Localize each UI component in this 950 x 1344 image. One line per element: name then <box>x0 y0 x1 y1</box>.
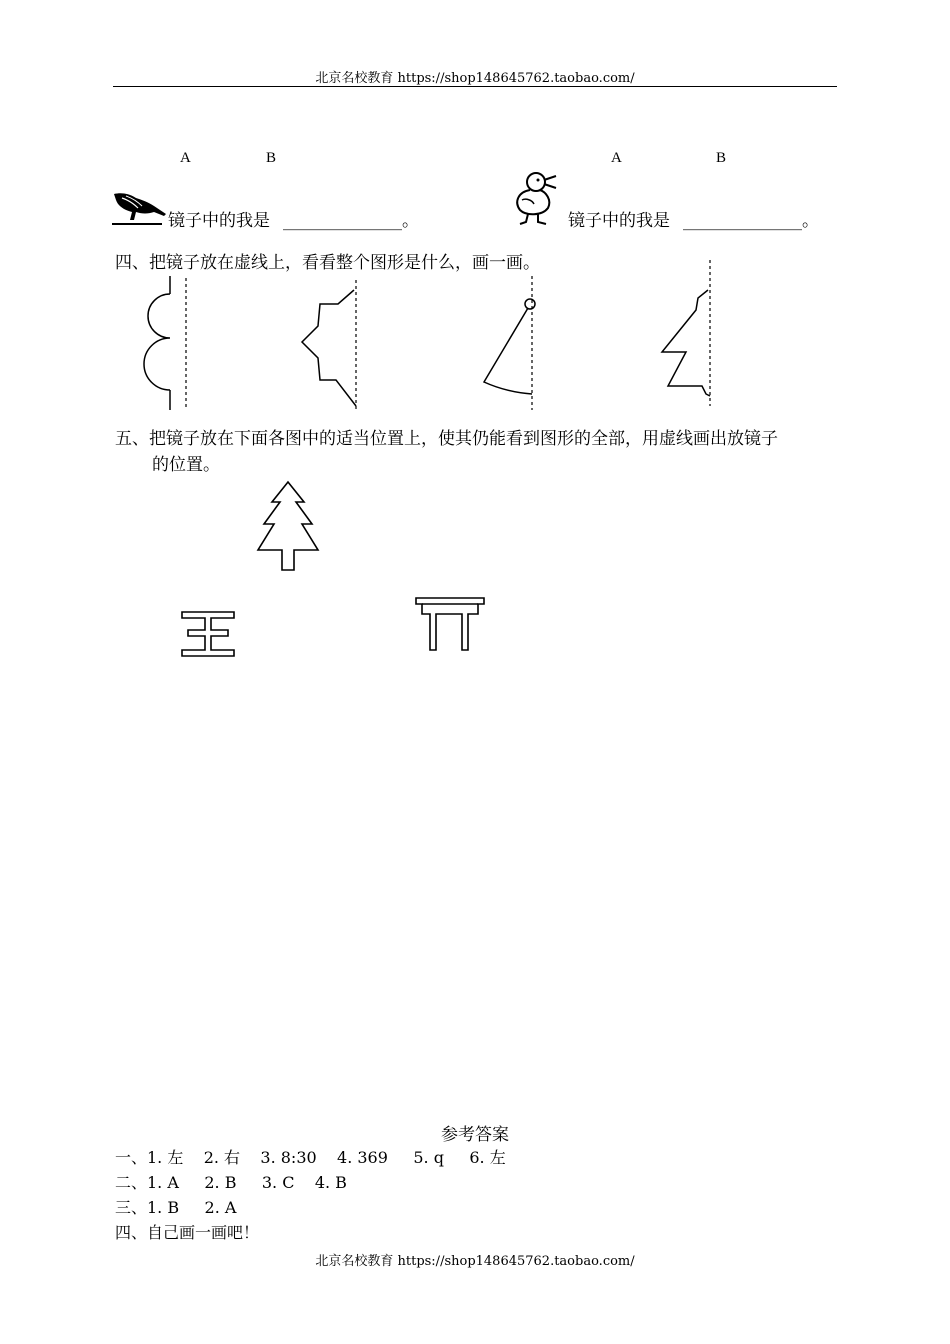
duck-icon <box>512 170 560 226</box>
half-figure-semicircles <box>120 276 200 416</box>
option-b-right: B <box>716 150 727 166</box>
answer-line-2: 二、1. A 2. B 3. C 4. B <box>115 1173 347 1192</box>
page-header: 北京名校教育 https://shop148645762.taobao.com/ <box>315 71 635 86</box>
half-figure-zigzag <box>652 256 732 416</box>
header-rule <box>113 86 837 87</box>
page-footer: 北京名校教育 https://shop148645762.taobao.com/ <box>315 1254 635 1269</box>
table-shape-icon <box>410 594 490 656</box>
wang-shape-icon <box>178 606 238 662</box>
answer-blank-2: ______________。 <box>683 211 819 231</box>
option-a-left: A <box>180 150 191 166</box>
section-4-title: 四、把镜子放在虚线上，看看整个图形是什么，画一画。 <box>115 253 540 273</box>
pine-tree-icon <box>252 478 324 576</box>
option-a-right: A <box>611 150 622 166</box>
half-figure-cone <box>470 270 550 416</box>
mirror-label-2: 镜子中的我是 <box>568 211 670 231</box>
option-b-left: B <box>266 150 277 166</box>
answer-blank-1: ______________。 <box>283 211 419 231</box>
answer-line-3: 三、1. B 2. A <box>115 1198 237 1217</box>
section-5-line2: 的位置。 <box>152 455 220 475</box>
answer-line-1: 一、1. 左 2. 右 3. 8:30 4. 369 5. q 6. 左 <box>115 1148 506 1167</box>
bird-icon <box>112 190 168 226</box>
section-5-line1: 五、把镜子放在下面各图中的适当位置上，使其仍能看到图形的全部，用虚线画出放镜子 <box>115 429 778 449</box>
mirror-label-1: 镜子中的我是 <box>168 211 270 231</box>
half-figure-star <box>292 276 372 416</box>
answers-title: 参考答案 <box>441 1125 509 1145</box>
answer-line-4: 四、自己画一画吧！ <box>115 1223 260 1242</box>
